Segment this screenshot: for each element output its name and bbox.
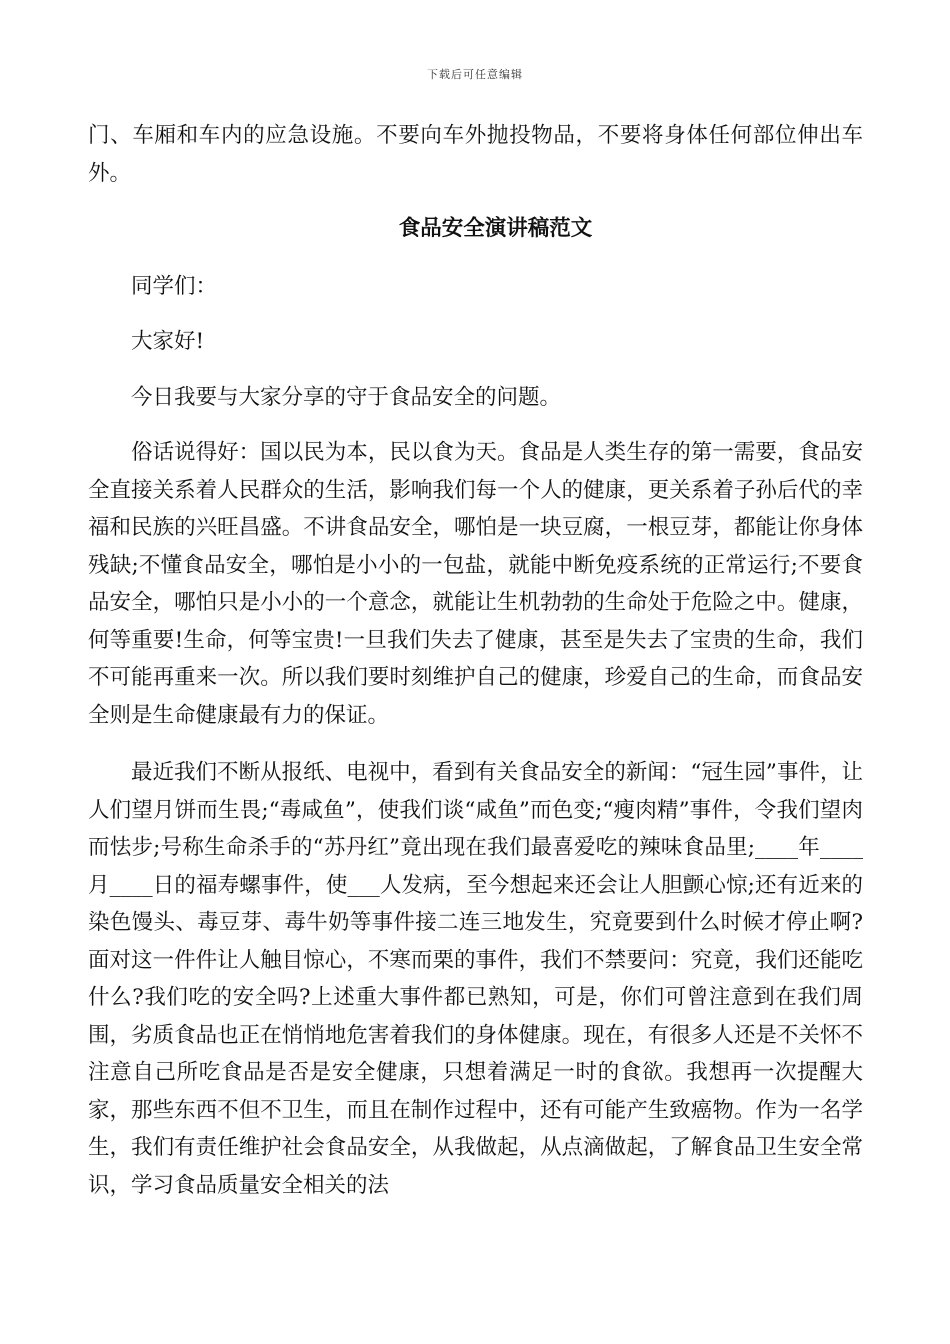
header-note: 下载后可任意编辑: [427, 68, 523, 81]
carryover-paragraph: 门、车厢和车内的应急设施。不要向车外抛投物品，不要将身体任何部位伸出车外。: [88, 123, 863, 186]
document-body: [88, 117, 863, 1204]
greeting: 大家好!: [131, 329, 205, 354]
body-paragraph-1: 俗话说得好：国以民为本，民以食为天。食品是人类生存的第一需要，食品安全直接关系着人民群众的生活，影响我们每一个人的健康，更关系着子孙后代的幸福和民族的兴旺昌盛。不讲食品安全，哪怕是一块豆腐，一根豆芽，都能让你身体残缺;不懂食品安全，哪怕是小小的一包盐，就能中断免疫系统的正常运行;不要食品安全，哪怕只是小小的一个意念，就能让生机勃勃的生命处于危险之中。健康，何等重要!生命，何等宝贵!一旦我们失去了健康，甚至是失去了宝贵的生命，我们不可能再重来一次。所以我们要时刻维护自己的健康，珍爱自己的生命，而食品安全则是生命健康最有力的保证。: [88, 440, 863, 728]
salutation: 同学们：: [131, 273, 218, 299]
intro-paragraph: 今日我要与大家分享的守于食品安全的问题。: [131, 384, 562, 410]
document-title: 食品安全演讲稿范文: [398, 216, 593, 241]
body-paragraph-2: 最近我们不断从报纸、电视中，看到有关食品安全的新闻：“冠生园”事件，让人们望月饼而生畏;“毒咸鱼”，使我们谈“咸鱼”而色变;“瘦肉精”事件，令我们望肉而怯步;号称生命杀手的“苏丹红”竟出现在我们最喜爱吃的辣味食品里;____年____月____日的福寿螺事件，使___人发病，至今想起来还会让人胆颤心惊;还有近来的染色馒头、毒豆芽、毒牛奶等事件接二连三地发生，究竟要到什么时候才停止啊?面对这一件件让人触目惊心，不寒而栗的事件，我们不禁要问：究竟，我们还能吃什么?我们吃的安全吗?上述重大事件都已熟知，可是，你们可曾注意到在我们周围，劣质食品也正在悄悄地危害着我们的身体健康。现在，有很多人还是不关怀不注意自己所吃食品是否是安全健康，只想着满足一时的食欲。我想再一次提醒大家，那些东西不但不卫生，而且在制作过程中，还有可能产生致癌物。作为一名学生，我们有责任维护社会食品安全，从我做起，从点滴做起，了解食品卫生安全常识，学习食品质量安全相关的法: [88, 760, 863, 1198]
